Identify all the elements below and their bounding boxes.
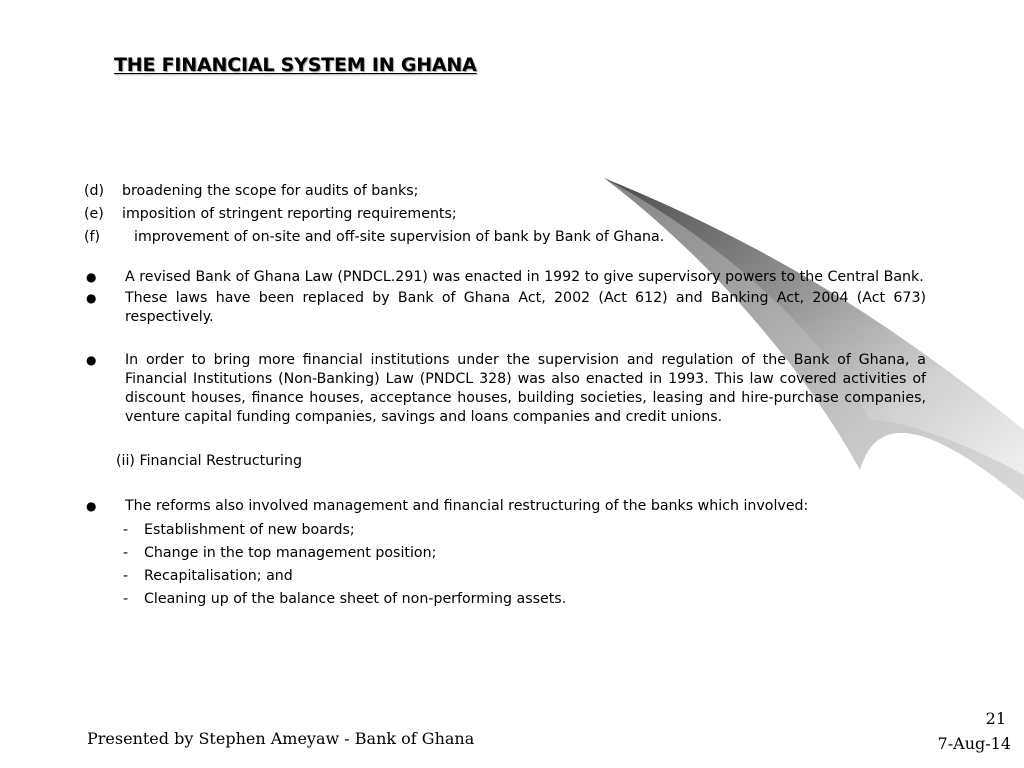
item-label: (d): [84, 183, 105, 199]
dash-text: Cleaning up of the balance sheet of non-performing assets.: [144, 591, 567, 607]
dash-marker: -: [123, 522, 129, 538]
dash-item: [84, 565, 926, 588]
slide-title: THE FINANCIAL SYSTEM IN GHANA: [114, 54, 477, 76]
spacer: [84, 327, 926, 351]
spacer: [84, 471, 926, 497]
bullet-item: [84, 497, 926, 516]
bullet-text: The reforms also involved management and financial restructuring of the banks which involved:: [125, 498, 809, 514]
list-item: [84, 228, 926, 247]
bullet-text: In order to bring more financial institutions under the supervision and regulation of the Bank of Ghana, a Financial Institutions (Non-Banking) Law (PNDCL 328) was also enacted in 1993. This law covered activities of discount houses, finance houses, acceptance houses, building societies, leasing and hire-purchase companies, venture capital funding companies, savings and loans companies and credit unions.: [125, 352, 926, 425]
slide-body: [84, 182, 926, 611]
list-item: [84, 182, 926, 201]
bullet-item: [84, 268, 926, 287]
spacer: [84, 427, 926, 452]
item-text: improvement of on-site and off-site supervision of bank by Bank of Ghana.: [134, 229, 665, 245]
section-subheading: (ii) Financial Restructuring: [116, 453, 302, 469]
bullet-icon: ●: [86, 270, 97, 284]
dash-marker: -: [123, 568, 129, 584]
item-label: (f): [84, 229, 101, 245]
dash-text: Change in the top management position;: [144, 545, 437, 561]
dash-item: [84, 519, 926, 542]
item-label: (e): [84, 206, 104, 222]
bullet-item: [84, 289, 926, 327]
dash-marker: -: [123, 545, 129, 561]
dash-item: [84, 542, 926, 565]
item-text: imposition of stringent reporting requirements;: [122, 206, 457, 222]
bullet-text: These laws have been replaced by Bank of Ghana Act, 2002 (Act 612) and Banking Act, 2004 (Act 673) respectively.: [125, 290, 926, 325]
dash-marker: -: [123, 591, 129, 607]
spacer: [84, 247, 926, 268]
bullet-text: A revised Bank of Ghana Law (PNDCL.291) was enacted in 1992 to give supervisory powers to the Central Bank.: [125, 269, 924, 285]
bullet-icon: ●: [86, 499, 97, 513]
page-number: 21: [985, 709, 1006, 728]
presenter-credit: Presented by Stephen Ameyaw - Bank of Ghana: [87, 729, 475, 748]
bullet-item: [84, 351, 926, 427]
bullet-icon: ●: [86, 353, 97, 367]
slide-date: 7-Aug-14: [937, 734, 1011, 753]
dash-text: Recapitalisation; and: [144, 568, 293, 584]
bullet-icon: ●: [86, 291, 97, 305]
dash-item: [84, 588, 926, 611]
item-text: broadening the scope for audits of banks;: [122, 183, 419, 199]
list-item: [84, 205, 926, 224]
dash-text: Establishment of new boards;: [144, 522, 355, 538]
